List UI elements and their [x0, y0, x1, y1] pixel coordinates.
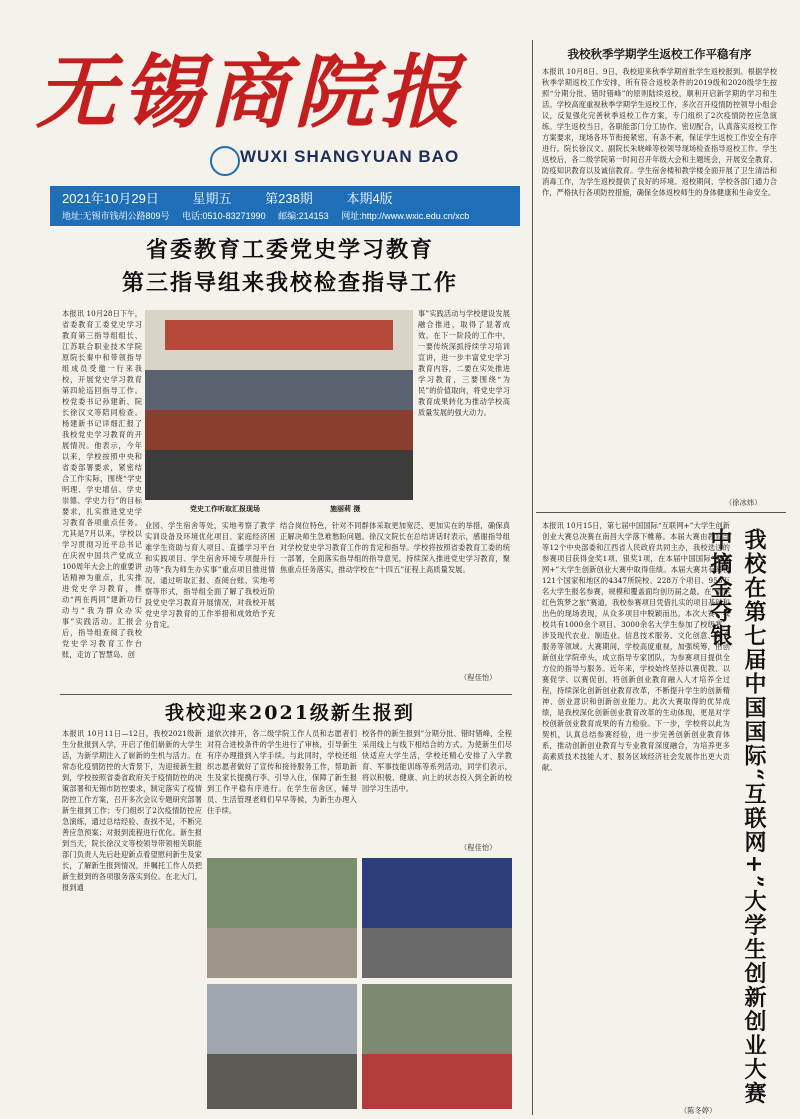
issue-weekday: 星期五 — [192, 191, 232, 206]
freshmen-photo-2 — [362, 858, 512, 978]
lead-author: （程佳怡） — [460, 673, 497, 682]
lead-headline-line1: 省委教育工委党史学习教育 — [145, 237, 434, 263]
lead-col3: 事”实践活动与学校建设发展融合推进，取得了显著成效。在下一阶段的工作中，一要传统深抓持续学习培训宣讲，进一步丰富党史学习教育内容，二要在实处推进学习教育，三要围绕“为民”的价值取向，将党史学习教育成果转化为推动学校高质量发展的强大动力。 — [418, 309, 510, 417]
phone: 电话:0510-83271990 — [182, 211, 266, 221]
lead-col1: 本报讯 10月28日下午，省委教育工委党史学习教育第三指导组组长、江苏联合职业技术学院原院长秦中和带领指导组成员受邀一行来我校，开展党史学习教育第四轮巡回指导工作。校党委书记孙建新、院长徐汉文等陪同检查。杨建新书记详细汇报了我校党史学习教育的开展情况。他表示，今年以来，学校按照中央和省委部署要求，紧密结合工作实际，围绕“学史明理、学史增信、学史崇德、学史力行”的目标要求，扎实推进党史学习教育各项重点任务。尤其是7月以来，学校以学习贯彻习近平总书记在庆祝中国共产党成立100周年大会上的重要讲话精神为重点，扎实推进党史学习教育，推动“两在两同”建新功行动与“我为群众办实事”实践活动。汇报会后，指导组查阅了我校党史学习教育工作台账，走访了智慧岛、创 — [62, 309, 142, 659]
right-top-body: 本报讯 10月8日、9日，我校迎来秋季学期首批学生返校报到。根据学校秋季学期返校工作安排，所有符合返校条件的2019级和2020级学生按照“分期分批、错时错峰”的原则陆续返校，顺利开启新学期的学习和生活。学校高度重视秋季学期学生返校工作，多次召开疫情防控领导小组会议，反复强化完善秋季返校工作方案，专门组织了2次疫情防控应急演练。学生返校当日，各职能部门分工协作、密切配合，认真落实返校工作方案要求，现场各环节衔接紧密，有条不紊，保证学生返校工作安全有序进行。院长徐汉文、副院长朱晓峰等校领导现场检查指导返校工作。学生返校后，各二级学院第一时间召开年级大会和主题班会，开展安全教育、防疫知识教育以及诚信教育。学生宿舍楼和教学楼全面开展了卫生清洁和消毒工作，为学生返校提供了良好的环境。返校期间，学校各部门通力合作，严格执行各项防控措施，确保全体返校师生的身体健康和生命安全。 — [542, 67, 777, 197]
masthead-pinyin: WUXI SHANGYUAN BAO — [240, 147, 460, 166]
freshmen-headline: 我校迎来2021级新生报到 — [165, 702, 415, 724]
freshmen-col2: 道依次排开，各二级学院工作人员和志愿者们对符合进校条件的学生进行了审核，引导新生有序办理报到入学手续。与此同时，学校还组织志愿者做好了宣传和接待服务工作，帮助新生及家长提携行李、引导入住，保障了新生报到工作平稳有序进行。在学生宿舍区，辅导员、生活管理老师们早早等候，为新生办理入住手续。 — [207, 729, 357, 815]
issue-pages: 本期4版 — [346, 191, 393, 206]
right-top-author: （徐冰炜） — [725, 498, 762, 507]
issue-info-bar — [50, 186, 520, 226]
address: 地址:无锡市钱胡公路809号 — [62, 211, 170, 221]
lead-photo-caption: 党史工作听取汇报现场 — [190, 504, 260, 513]
meeting-photo-image — [145, 310, 413, 500]
lead-photo — [145, 310, 413, 500]
freshmen-photo-3 — [207, 984, 357, 1109]
lead-headline-line2: 第三指导组来我校检查指导工作 — [121, 270, 458, 296]
freshmen-author: （程佳怡） — [460, 843, 497, 852]
right-bottom-author: （陈冬婷） — [680, 1106, 717, 1115]
issue-date: 2021年10月29日 — [62, 191, 159, 206]
freshmen-photo-4 — [362, 984, 512, 1109]
issue-number: 第238期 — [265, 191, 313, 206]
lead-photo-credit: 施丽莉 摄 — [330, 504, 361, 513]
masthead-title: 无锡商院报 — [36, 45, 466, 139]
website-link[interactable]: 网址:http://www.wxic.edu.cn/xcb — [341, 211, 470, 221]
school-seal-icon — [210, 146, 240, 176]
freshmen-col1: 本报讯 10月11日—12日，我校2021级新生分批报到入学，开启了他们崭新的大学生活，为新学期注入了崭新的生机与活力。在常态化疫情防控的大背景下，为迎接新生报到，学校按照省委省政府关于疫情防控的决策部署和无锡市防控要求，制定落实了疫情防控工作方案，召开多次会议专题研究部署新生报到工作；专门组织了2次疫情防控应急演练，通过总结经验、查找不足，不断完善应急预案；对报到流程进行优化。新生报到当天，院长徐汉文等校领导带领相关职能部门负责人先后赴迎新点看望慰问新生及家长，了解新生报到情况，并嘱托工作人员把新生报到的各项服务落实到位。在北大门，报到通 — [62, 729, 202, 892]
lead-col2: 业园、学生宿舍等处，实地考察了教学实训设备及环境优化项目、家庭经济困难学生资助与育人项目、直播学习平台和实践项目、学生宿舍环境专项提升行动等“我为师生办实事”重点项目推进情况。通过听取汇报、查阅台账、实地考察等形式，指导组全面了解了我校近阶段党史学习教育开展情况，对我校开展党史学习教育的工作举措和成效给予充分肯定。 — [145, 521, 275, 629]
postcode: 邮编:214153 — [278, 211, 329, 221]
freshmen-photo-1 — [207, 858, 357, 978]
right-top-headline: 我校秋季学期学生返校工作平稳有序 — [567, 47, 752, 61]
right-bottom-body: 本报讯 10月15日，第七届中国国际“互联网+”大学生创新创业大赛总决赛在南昌大学落下帷幕。本届大赛由教育部等12个中央部委和江西省人民政府共同主办，我校选送的参赛项目获得金奖1项、银奖1项，在本届中国国际“互联网+”大学生创新创业大赛中取得佳绩。本届大赛共有来自121个国家和地区的4347所院校、228万个项目、956万名大学生报名参赛，规模和覆盖面均创历届之最。在“青年红色筑梦之旅”赛道，我校参赛项目凭借扎实的项目基础和出色的现场表现，从众多项目中脱颖而出。本次大赛，我校共有1000余个项目、3000余名大学生参加了校级赛，涉及现代农业、制造业、信息技术服务、文化创意、社会服务等领域。大赛期间，学校高度重视，加强统筹，由创新创业学院牵头，成立指导专家团队，为参赛项目提供全方位的指导与服务。近年来，学校始终坚持以赛促教、以赛促学、以赛促创，将创新创业教育融入人才培养全过程，持续深化创新创业教育改革，不断提升学生的创新精神、创业意识和创新创业能力。此次大赛取得的优异成绩，是我校深化创新创业教育改革的生动体现，更是对学校创新创业教育成果的有力检验。下一步，学校将以此为契机，认真总结参赛经验，进一步完善创新创业教育体系，推动创新创业教育与专业教育深度融合，为培养更多高素质技术技能人才、服务区域经济社会发展作出更大贡献。 — [542, 521, 730, 772]
right-bottom-vertical-headline: 我校在第七届中国国际“互联网+”大学生创新创业大赛中摘金夺银 — [707, 528, 767, 1106]
freshmen-col3: 校各件的新生报到”分期分批、错时错峰，全程采用线上与线下相结合的方式。为使新生们尽快适应大学生活，学校还精心安排了入学教育、军事技能训练等系列活动，同学们表示，将以积极、健康、向上的状态投入到全新的校园学习生活中。 — [362, 729, 512, 793]
lead-col4: 结合岗位特色，针对不同群体采取更加宽泛、更加实在的举措，确保真正解决师生急难愁盼问题。徐汉文院长在总结讲话时表示，感谢指导组对学校党史学习教育工作的肯定和指导。学校将按照省委教育工委的统一部署，全面落实指导组的指导意见，持续深入推进党史学习教育，聚焦重点任务落实，推动学校在“十四五”征程上高质量发展。 — [280, 521, 510, 574]
